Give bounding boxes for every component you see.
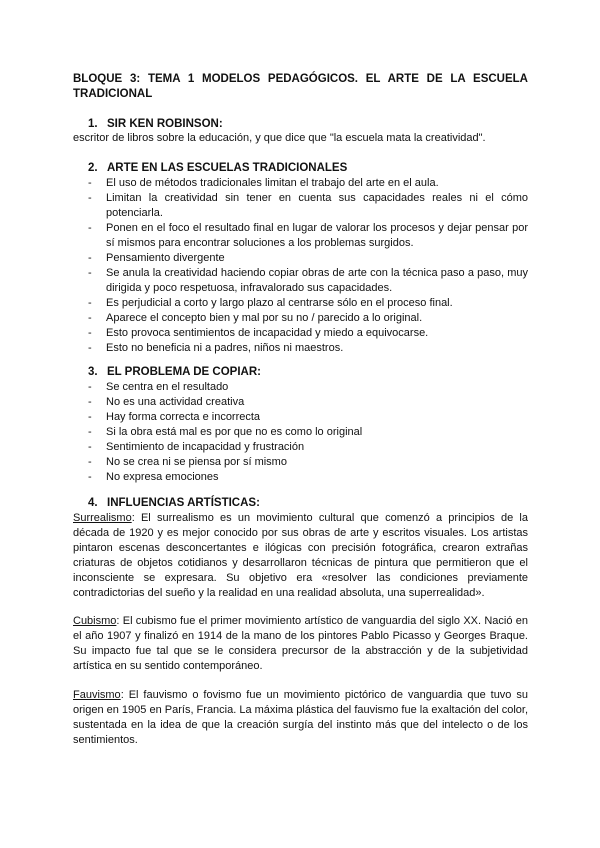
section-heading-1 <box>88 117 223 132</box>
term-label: Fauvismo <box>73 689 121 701</box>
paragraph-cubismo <box>73 614 528 674</box>
section-heading-3 <box>88 365 261 380</box>
term-label: Cubismo <box>73 615 117 627</box>
paragraph-text: : El cubismo fue el primer movimiento artístico de vanguardia del siglo XX. Nació en el año 1907 y finalizó en 1914 de la mano de los pintores Pablo Picasso y Georges Braque. Su impacto fue tal que se le considera precursor de la abstracción y de la subjetividad artística en su sentido contemporáneo. <box>73 615 528 672</box>
section-number: 1. <box>88 118 98 130</box>
list-item: - Esto no beneficia ni a padres, niños ni maestros. <box>88 341 528 356</box>
section-title: ARTE EN LAS ESCUELAS TRADICIONALES <box>107 162 348 174</box>
list-item: - Aparece el concepto bien y mal por su no / parecido a lo original. <box>88 311 528 326</box>
paragraph-text: : El surrealismo es un movimiento cultural que comenzó a principios de la década de 1920 y es mejor conocido por sus obras de arte y escritos visuales. Los artistas pintaron escenas desconcertantes e ilógicas con precisión fotográfica, crearon extrañas criaturas de objetos cotidianos y desarrollaron técnicas de pintura que permitieron que el inconsciente se expresara. Su objetivo era «resolver las condiciones previamente contradictorias del sueño y la realidad en una realidad absoluta, una superrealidad». <box>73 512 528 599</box>
list-item: - Limitan la creatividad sin tener en cuenta sus capacidades reales ni el cómo potenciarla. <box>88 191 528 221</box>
list-item: - Pensamiento divergente <box>88 251 528 266</box>
list-item: - Se centra en el resultado <box>88 380 528 395</box>
section-heading-2 <box>88 161 347 176</box>
section-title: EL PROBLEMA DE COPIAR: <box>107 366 261 378</box>
section-number: 4. <box>88 497 98 509</box>
section-1-text: escritor de libros sobre la educación, y que dice que "la escuela mata la creatividad". <box>73 132 486 144</box>
list-item: - El uso de métodos tradicionales limitan el trabajo del arte en el aula. <box>88 176 528 191</box>
list-item: - No expresa emociones <box>88 470 528 485</box>
paragraph-text: : El fauvismo o fovismo fue un movimiento pictórico de vanguardia que tuvo su origen en 1905 en París, Francia. La máxima plástica del fauvismo fue la exaltación del color, sustentada en la idea de que la creación surgía del instinto más que del intelecto o de los sentimientos. <box>73 689 528 746</box>
list-item: - No es una actividad creativa <box>88 395 528 410</box>
paragraph-surrealismo <box>73 511 528 601</box>
section-2-list <box>88 176 528 356</box>
list-item: - Hay forma correcta e incorrecta <box>88 410 528 425</box>
section-title: SIR KEN ROBINSON: <box>107 118 223 130</box>
list-item: - Ponen en el foco el resultado final en lugar de valorar los procesos y dejar pensar por sí mismos para encontrar soluciones a los problemas surgidos. <box>88 221 528 251</box>
list-item: - Sentimiento de incapacidad y frustración <box>88 440 528 455</box>
section-number: 3. <box>88 366 98 378</box>
list-item: - No se crea ni se piensa por sí mismo <box>88 455 528 470</box>
list-item: - Esto provoca sentimientos de incapacidad y miedo a equivocarse. <box>88 326 528 341</box>
section-3-list <box>88 380 528 485</box>
list-item: - Es perjudicial a corto y largo plazo al centrarse sólo en el proceso final. <box>88 296 528 311</box>
section-title: INFLUENCIAS ARTÍSTICAS: <box>107 497 260 509</box>
list-item: - Se anula la creatividad haciendo copiar obras de arte con la técnica paso a paso, muy dirigida y poco respetuosa, infravalorado sus capacidades. <box>88 266 528 296</box>
document-title: BLOQUE 3: TEMA 1 MODELOS PEDAGÓGICOS. EL ARTE DE LA ESCUELA TRADICIONAL <box>73 73 528 100</box>
paragraph-fauvismo <box>73 688 528 748</box>
list-item: - Si la obra está mal es por que no es como lo original <box>88 425 528 440</box>
term-label: Surrealismo <box>73 512 132 524</box>
section-number: 2. <box>88 162 98 174</box>
section-heading-4 <box>88 496 260 511</box>
